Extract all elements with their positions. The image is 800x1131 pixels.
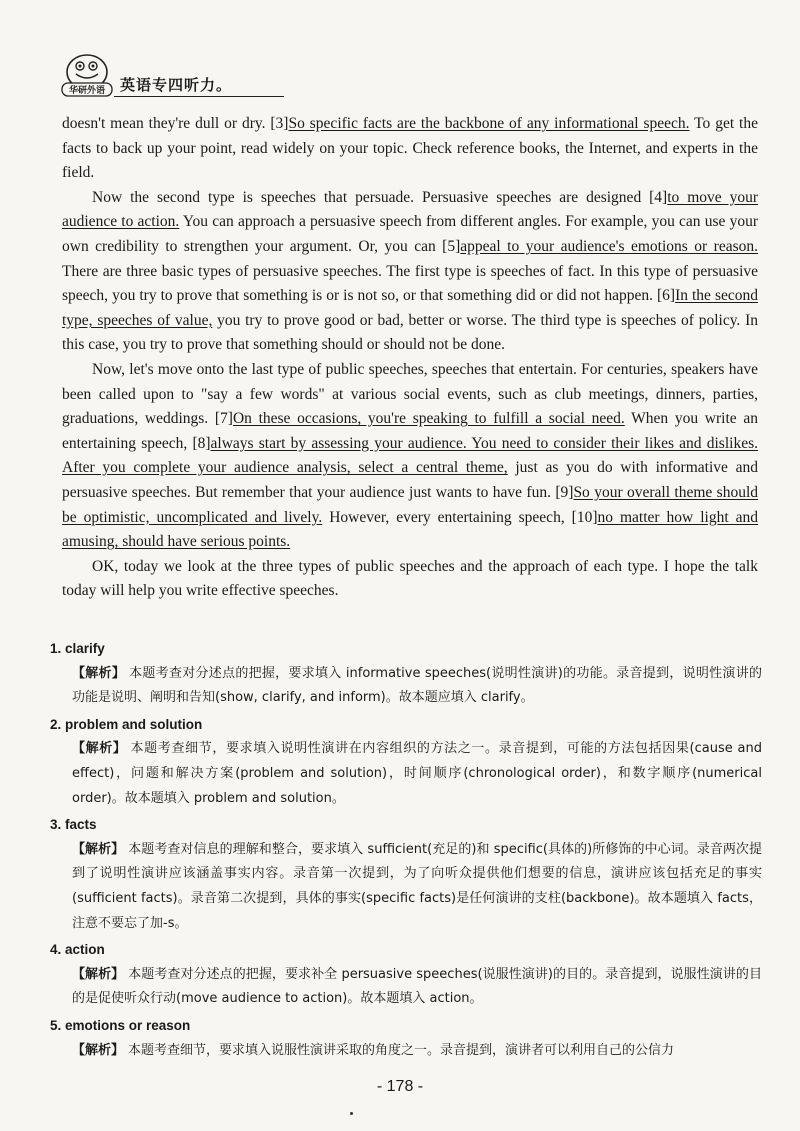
explanation-label: 【解析】 [72,665,126,681]
p3-text-d: However, every entertaining speech, [10] [322,508,598,526]
answer-4-underline: to move your audience to action. [62,188,759,231]
page-header [58,52,758,102]
answer-title: 2. problem and solution [50,716,203,732]
answer-title: 3. facts [50,817,97,833]
header-rule [114,96,284,97]
answer-item [50,637,762,711]
explanation-text: 本题考查对分述点的把握，要求填入 informative speeches(说明性演讲)的功能。录音提到，说明性演讲的功能是说明、阐明和告知(show, clarify, and inform)。故本题应填入 clarify。 [72,665,762,706]
answer-explanation [72,963,762,1012]
p2-text-c: There are three basic types of persuasive speeches. The first type is speeches of fact. In this type of persuasive speech, you try to prove that something is or is not so, or that something did or did not happen. [6] [62,262,758,305]
paragraph-2 [62,186,758,358]
paragraph-1 [62,112,758,186]
explanation-text: 本题考查细节，要求填入说服性演讲采取的角度之一。录音提到，演讲者可以利用自己的公信力 [128,1042,675,1058]
answer-title: 1. clarify [50,641,105,656]
answer-7-underline: On these occasions, you're speaking to fulfill a social need. [232,410,625,428]
answer-5-underline: appeal to your audience's emotions or reason. [460,237,758,255]
paragraph-3 [62,358,758,555]
answer-6-underline: In the second type, speeches of value, [62,287,759,329]
p3-text-c: just as you do with informative and persuasive speeches. But remember that your audience just wants to have fun. [9] [62,459,758,501]
book-title [120,74,232,95]
answer-key [50,637,762,1065]
p2-text-b: You can approach a persuasive speech from different angles. For example, you can use your own credibility to strengthen your argument. Or, you can [5] [62,213,758,255]
book-title-text: 英语专四听力 [120,76,217,94]
explanation-text: 本题考查细节，要求填入说明性演讲在内容组织的方法之一。录音提到，可能的方法包括因果(cause and effect)，问题和解决方案(problem and solution)，时间顺序(chronological order)，和数字顺序(numerical order)。故本题填入 problem and solution。 [72,741,762,806]
p3-text-a: Now, let's move onto the last type of public speeches, speeches that entertain. For centuries, speakers have been called upon to "say a few words" at various social events, such as club meetings, dinners, parties, graduations, weddings. [7] [62,360,758,428]
logo-text: 华研外语 [68,86,106,96]
p2-text-a: Now the second type is speeches that persuade. Persuasive speeches are designed [4] [92,188,668,206]
answer-9-underline: So your overall theme should be optimistic, uncomplicated and lively. [62,483,759,526]
answer-10-underline: no matter how light and amusing, should have serious points. [62,508,758,551]
answer-item [50,938,762,1012]
answer-8-underline: always start by assessing your audience. You need to consider their likes and dislikes. After you complete your audience analysis, select a central theme, [62,434,758,477]
explanation-label: 【解析】 [72,966,125,982]
paragraph-4: OK, today we look at the three types of public speeches and the approach of each type. I hope the talk today will help you write effective speeches. [62,557,758,600]
answer-title: 5. emotions or reason [50,1017,191,1033]
answer-explanation [72,662,762,711]
answer-explanation [72,838,762,936]
answer-explanation [72,1039,762,1064]
explanation-label: 【解析】 [72,841,125,857]
answer-item [50,813,762,936]
answer-item [50,713,762,811]
p3-text-b: When you write an entertaining speech, [8] [62,410,758,452]
transcript-text [62,112,758,604]
page-number: - 178 - [376,1078,424,1095]
answer-item [50,1014,762,1063]
explanation-text: 本题考查对分述点的把握，要求补全 persuasive speeches(说服性演讲)的目的。录音提到，说服性演讲的目的是促使听众行动(move audience to action)。故本题填入 action。 [72,966,762,1007]
explanation-label: 【解析】 [72,1042,125,1058]
book-title-suffix: 。 [216,76,233,94]
explanation-label: 【解析】 [72,741,127,757]
answer-title: 4. action [50,942,105,958]
scan-dot [350,1112,353,1115]
p2-text-d: you try to prove good or bad, better or worse. The third type is speeches of policy. In this case, you try to prove that something should or should not be done. [62,311,758,354]
explanation-text: 本题考查对信息的理解和整合，要求填入 sufficient(充足的)和 specific(具体的)所修饰的中心词。录音两次提到了说明性演讲应该涵盖事实内容。录音第一次提到，为了向听众提供他们想要的信息，演讲应该包括充足的事实(sufficient facts)。录音第二次提到，具体的事实(specific facts)是任何演讲的支柱(backbone)。故本题填入 facts，注意不要忘了加-s。 [72,841,762,931]
huayan-logo-icon [58,52,116,98]
p1-text-a: doesn't mean they're dull or dry. [3] [62,115,289,132]
p1-text-b: To get the facts to back up your point, read widely on your topic. Check reference books, the Internet, and experts in the field. [62,115,758,182]
answer-explanation [72,737,762,811]
answer-3-underline: So specific facts are the backbone of any informational speech. [288,115,690,132]
